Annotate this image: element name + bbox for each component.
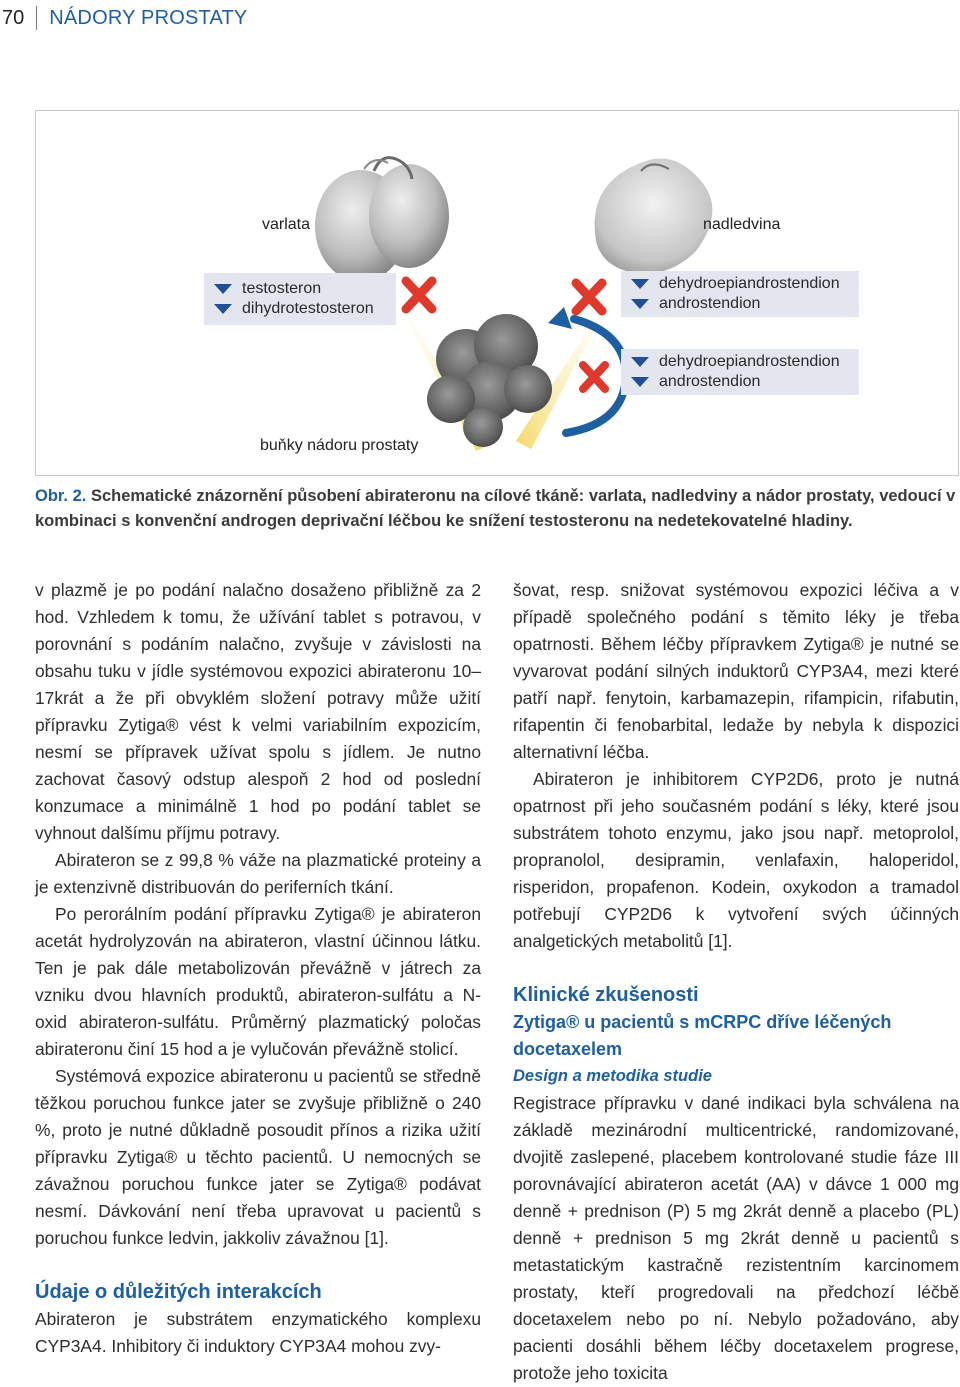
running-header <box>0 4 247 32</box>
hormone-row: dehydroepiandrostendion <box>631 352 849 372</box>
hormone-row: androstendion <box>631 294 849 314</box>
down-arrow-icon <box>631 357 649 367</box>
section-heading-interactions: Údaje o důležitých interakcích <box>35 1281 322 1303</box>
hormone-box-tumor <box>621 349 859 395</box>
paragraph: Po perorálním podání přípravku Zytiga® je abirateron acetát hydrolyzován na abirateron, vlastní účinnou látku. Ten je pak dále metabolizován převážně v játrech za vzniku dvou hlavních produktů, abirateron-sulfátu a N-oxid abirateron-sulfátu. Průměrný plazmatický poločas abirateronu činí 15 hod a je vylučován převážně stolicí. <box>35 904 481 1059</box>
page-number: 70 <box>2 6 25 29</box>
paragraph: Abirateron se z 99,8 % váže na plazmatické proteiny a je extenzivně distribuován do periferních tkání. <box>35 850 481 897</box>
figure <box>35 110 959 476</box>
block-x-icon <box>406 281 432 309</box>
subsection-heading: Zytiga® u pacientů s mCRPC dříve léčených docetaxelem <box>513 1012 892 1059</box>
block-x-icon <box>583 365 605 389</box>
chapter-title: NÁDORY PROSTATY <box>49 6 248 29</box>
down-arrow-icon <box>214 284 232 294</box>
subsubsection-heading: Design a metodika studie <box>513 1067 712 1085</box>
paragraph: Abirateron je substrátem enzymatického komplexu CYP3A4. Inhibitory či induktory CYP3A4 mohou zvy- <box>35 1309 481 1356</box>
adrenal-illustration <box>595 159 713 274</box>
hormone-row: androstendion <box>631 372 849 392</box>
block-x-icon <box>576 283 602 311</box>
hormone-box-adrenal <box>621 271 859 317</box>
section-heading-clinical: Klinické zkušenosti <box>513 984 699 1006</box>
label-adrenal: nadledvina <box>703 216 781 233</box>
figure-caption <box>35 484 959 534</box>
left-column <box>35 577 481 1360</box>
down-arrow-icon <box>631 299 649 309</box>
paragraph: Abirateron je inhibitorem CYP2D6, proto je nutná opatrnost při jeho současném podání s léky, které jsou substrátem tohoto enzymu, jako jsou např. metoprolol, propranolol, desipramin, venlafaxin, haloperidol, risperidon, propafenon. Kodein, oxykodon a tramadol potřebují CYP2D6 k vytvoření svých účinných analgetických metabolitů [1]. <box>513 769 959 951</box>
right-column <box>513 577 959 1387</box>
hormone-box-testes <box>204 273 396 325</box>
figure-caption-label: Obr. 2. <box>35 487 87 505</box>
paragraph: šovat, resp. snižovat systémovou expozici léčiva a v případě společného podání s těmito léky je třeba opatrnosti. Během léčby přípravkem Zytiga® je nutné se vyvarovat podání silných induktorů CYP3A4, mezi které patří např. fenytoin, karbamazepin, rifampicin, rifabutin, rifapentin či fenobarbital, ledaže by nebyla k dispozici alternativní léčba. <box>513 580 959 762</box>
figure-caption-text: Schematické znázornění působení abirateronu na cílové tkáně: varlata, nadledviny a nádor prostaty, vedoucí v kombinaci s konvenční androgen deprivační léčbou ke snížení testosteronu na nedetekovatelné hladiny. <box>35 487 956 530</box>
down-arrow-icon <box>631 279 649 289</box>
header-divider <box>36 6 37 30</box>
label-testes: varlata <box>262 216 311 233</box>
testes-illustration <box>315 158 449 282</box>
paragraph: v plazmě je po podání nalačno dosaženo přibližně za 2 hod. Vzhledem k tomu, že užívání tablet s potravou, v porovnání s podáním nalačno, zvyšuje v závislosti na obsahu tuku v jídle systémovou expozici abirateronu 10–17krát a že při obvyklém složení potravy může užití přípravku Zytiga® vést k velmi variabilním expozicím, nesmí se přípravek užívat spolu s jídlem. Je nutno zachovat časový odstup alespoň 2 hod od poslední konzumace a minimálně 1 hod po podání tablet se vyhnout dalšímu příjmu potravy. <box>35 580 481 843</box>
hormone-row: dihydrotestosteron <box>214 299 386 319</box>
paragraph: Systémová expozice abirateronu u pacientů se středně těžkou poruchou funkce jater se zvyšuje přibližně o 240 %, proto je nutné důkladně posoudit přínos a rizika užití přípravku Zytiga® u těchto pacientů. U nemocných se závažnou poruchou funkce jater se Zytiga® podávat nesmí. Dávkování není třeba upravovat u pacientů s poruchou funkce ledvin, jakkoliv závažnou [1]. <box>35 1066 481 1248</box>
down-arrow-icon <box>214 304 232 314</box>
hormone-row: testosteron <box>214 279 386 299</box>
label-tumor: buňky nádoru prostaty <box>260 437 419 454</box>
hormone-row: dehydroepiandrostendion <box>631 274 849 294</box>
paragraph: Registrace přípravku v dané indikaci byla schválena na základě mezinárodní multicentrické, randomizované, dvojitě zaslepené, placebem kontrolované studie fáze III porovnávající abirateron acetát (AA) v dávce 1 000 mg denně + prednison (P) 5 mg 2krát denně a placebo (PL) denně + prednison 5 mg 2krát denně u pacientů s metastatickým kastračně rezistentním karcinomem prostaty, kteří progredovali na předchozí léčbě docetaxelem nebo po ní. Nebylo požadováno, aby pacienti dosáhli během léčby docetaxelem progrese, protože jeho toxicita <box>513 1093 959 1383</box>
down-arrow-icon <box>631 377 649 387</box>
